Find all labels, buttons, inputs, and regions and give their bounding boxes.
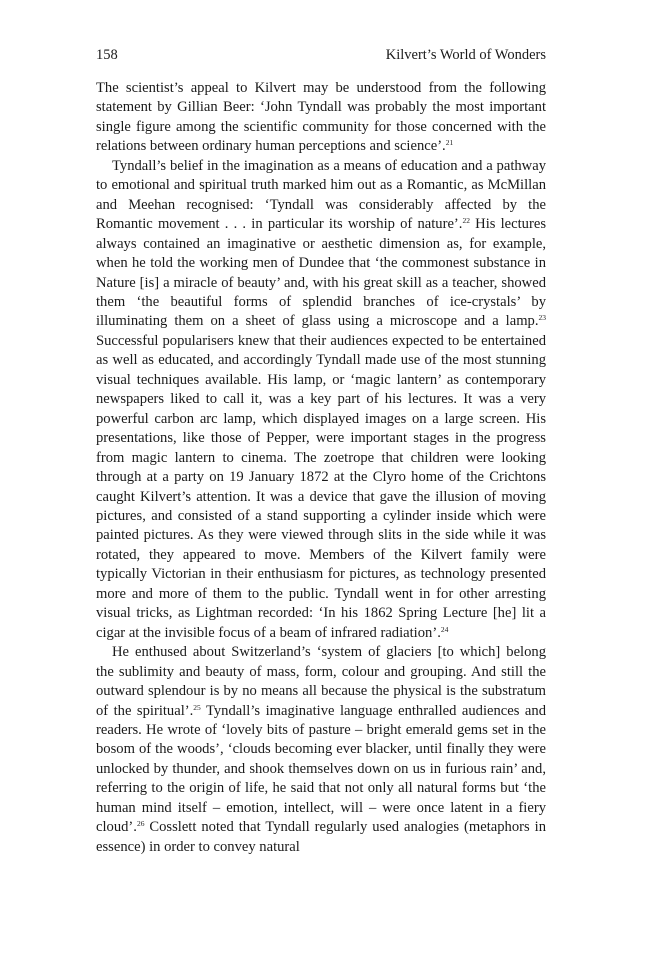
footnote-ref: 25 [193, 702, 201, 712]
footnote-ref: 21 [445, 138, 454, 148]
footnote-ref: 22 [462, 216, 470, 226]
text-run: Successful popularisers knew that their audiences expected to be entertained as well as educated, and accordingly Tyndall made use of the most stunning visual techniques available. His lamp, or ‘magic lantern’ as contemporary newspapers liked to call it, was a key part of his lectures. It was a very powerful carbon arc lamp, which displayed images on a large screen. His presentations, like those of Pepper, were important stages in the progress from magic lantern to cinema. The zoetrope that children were looking through at a party on 19 January 1872 at the Clyro home of the Crichtons caught Kilvert’s attention. It was a device that gave the illusion of moving pictures, and consisted of a stand supporting a cylinder inside which were painted pictures. As they were viewed through slits in the side while it was rotated, they appeared to move. Members of the Kilvert family were typically Victorian in their enthusiasm for pictures, as technology presented more and more of them to the public. Tyndall went in for other arresting visual tricks, as Lightman recorded: ‘In his 1862 Spring Lecture [he] lit a cigar at the invisible focus of a beam of infrared radiation’. [96, 332, 546, 641]
text-run: His lectures always contained an imaginative or aesthetic dimension as, for example, when he told the working men of Dundee that ‘the commonest substance in Nature [is] a miracle of beauty’ and, with his great skill as a teacher, showed them ‘the beautiful forms of splendid branches of ice-crystals’ by illuminating them on a sheet of glass using a microscope and a lamp. [96, 216, 546, 330]
paragraph [96, 79, 546, 157]
text-run: Tyndall’s belief in the imagination as a means of education and a pathway to emotional and spiritual truth marked him out as a Romantic, as McMillan and Meehan recognised: ‘Tyndall was considerably affected by the Romantic movement . . . in particular its worship of nature’. [96, 157, 546, 233]
running-title: Kilvert’s World of Wonders [385, 47, 546, 63]
text-run: Cosslett noted that Tyndall regularly used analogies (metaphors in essence) in order to convey natural [96, 819, 546, 855]
text-run: He enthused about Switzerland’s ‘system of glaciers [to which] belong the sublimity and beauty of mass, form, colour and grouping. And still the outward splendour is by no means all because the physical is the substratum of the spiritual’. [96, 644, 546, 719]
paragraph [96, 643, 546, 857]
footnote-ref: 24 [440, 624, 449, 634]
text-run: Tyndall’s imaginative language enthralled audiences and readers. He wrote of ‘lovely bits of pasture – bright emerald gems set in the bosom of the woods’, ‘clouds becoming ever blacker, until finally they were unlocked by thunder, and shook themselves down on us in furious rain’ and, referring to the origin of life, he said that not only all natural forms but ‘the human mind itself – emotion, intellect, will – were once latent in a fiery cloud’. [96, 702, 546, 836]
running-head [96, 46, 546, 64]
footnote-ref: 23 [538, 313, 546, 323]
body-text [96, 79, 546, 857]
book-page [96, 46, 546, 857]
footnote-ref: 26 [136, 819, 145, 829]
page-number: 158 [96, 47, 118, 63]
paragraph [96, 157, 546, 643]
text-run: The scientist’s appeal to Kilvert may be understood from the following statement by Gillian Beer: ‘John Tyndall was probably the most important single figure among the scientific community for those concerned with the relations between ordinary human perceptions and science’. [96, 80, 546, 155]
